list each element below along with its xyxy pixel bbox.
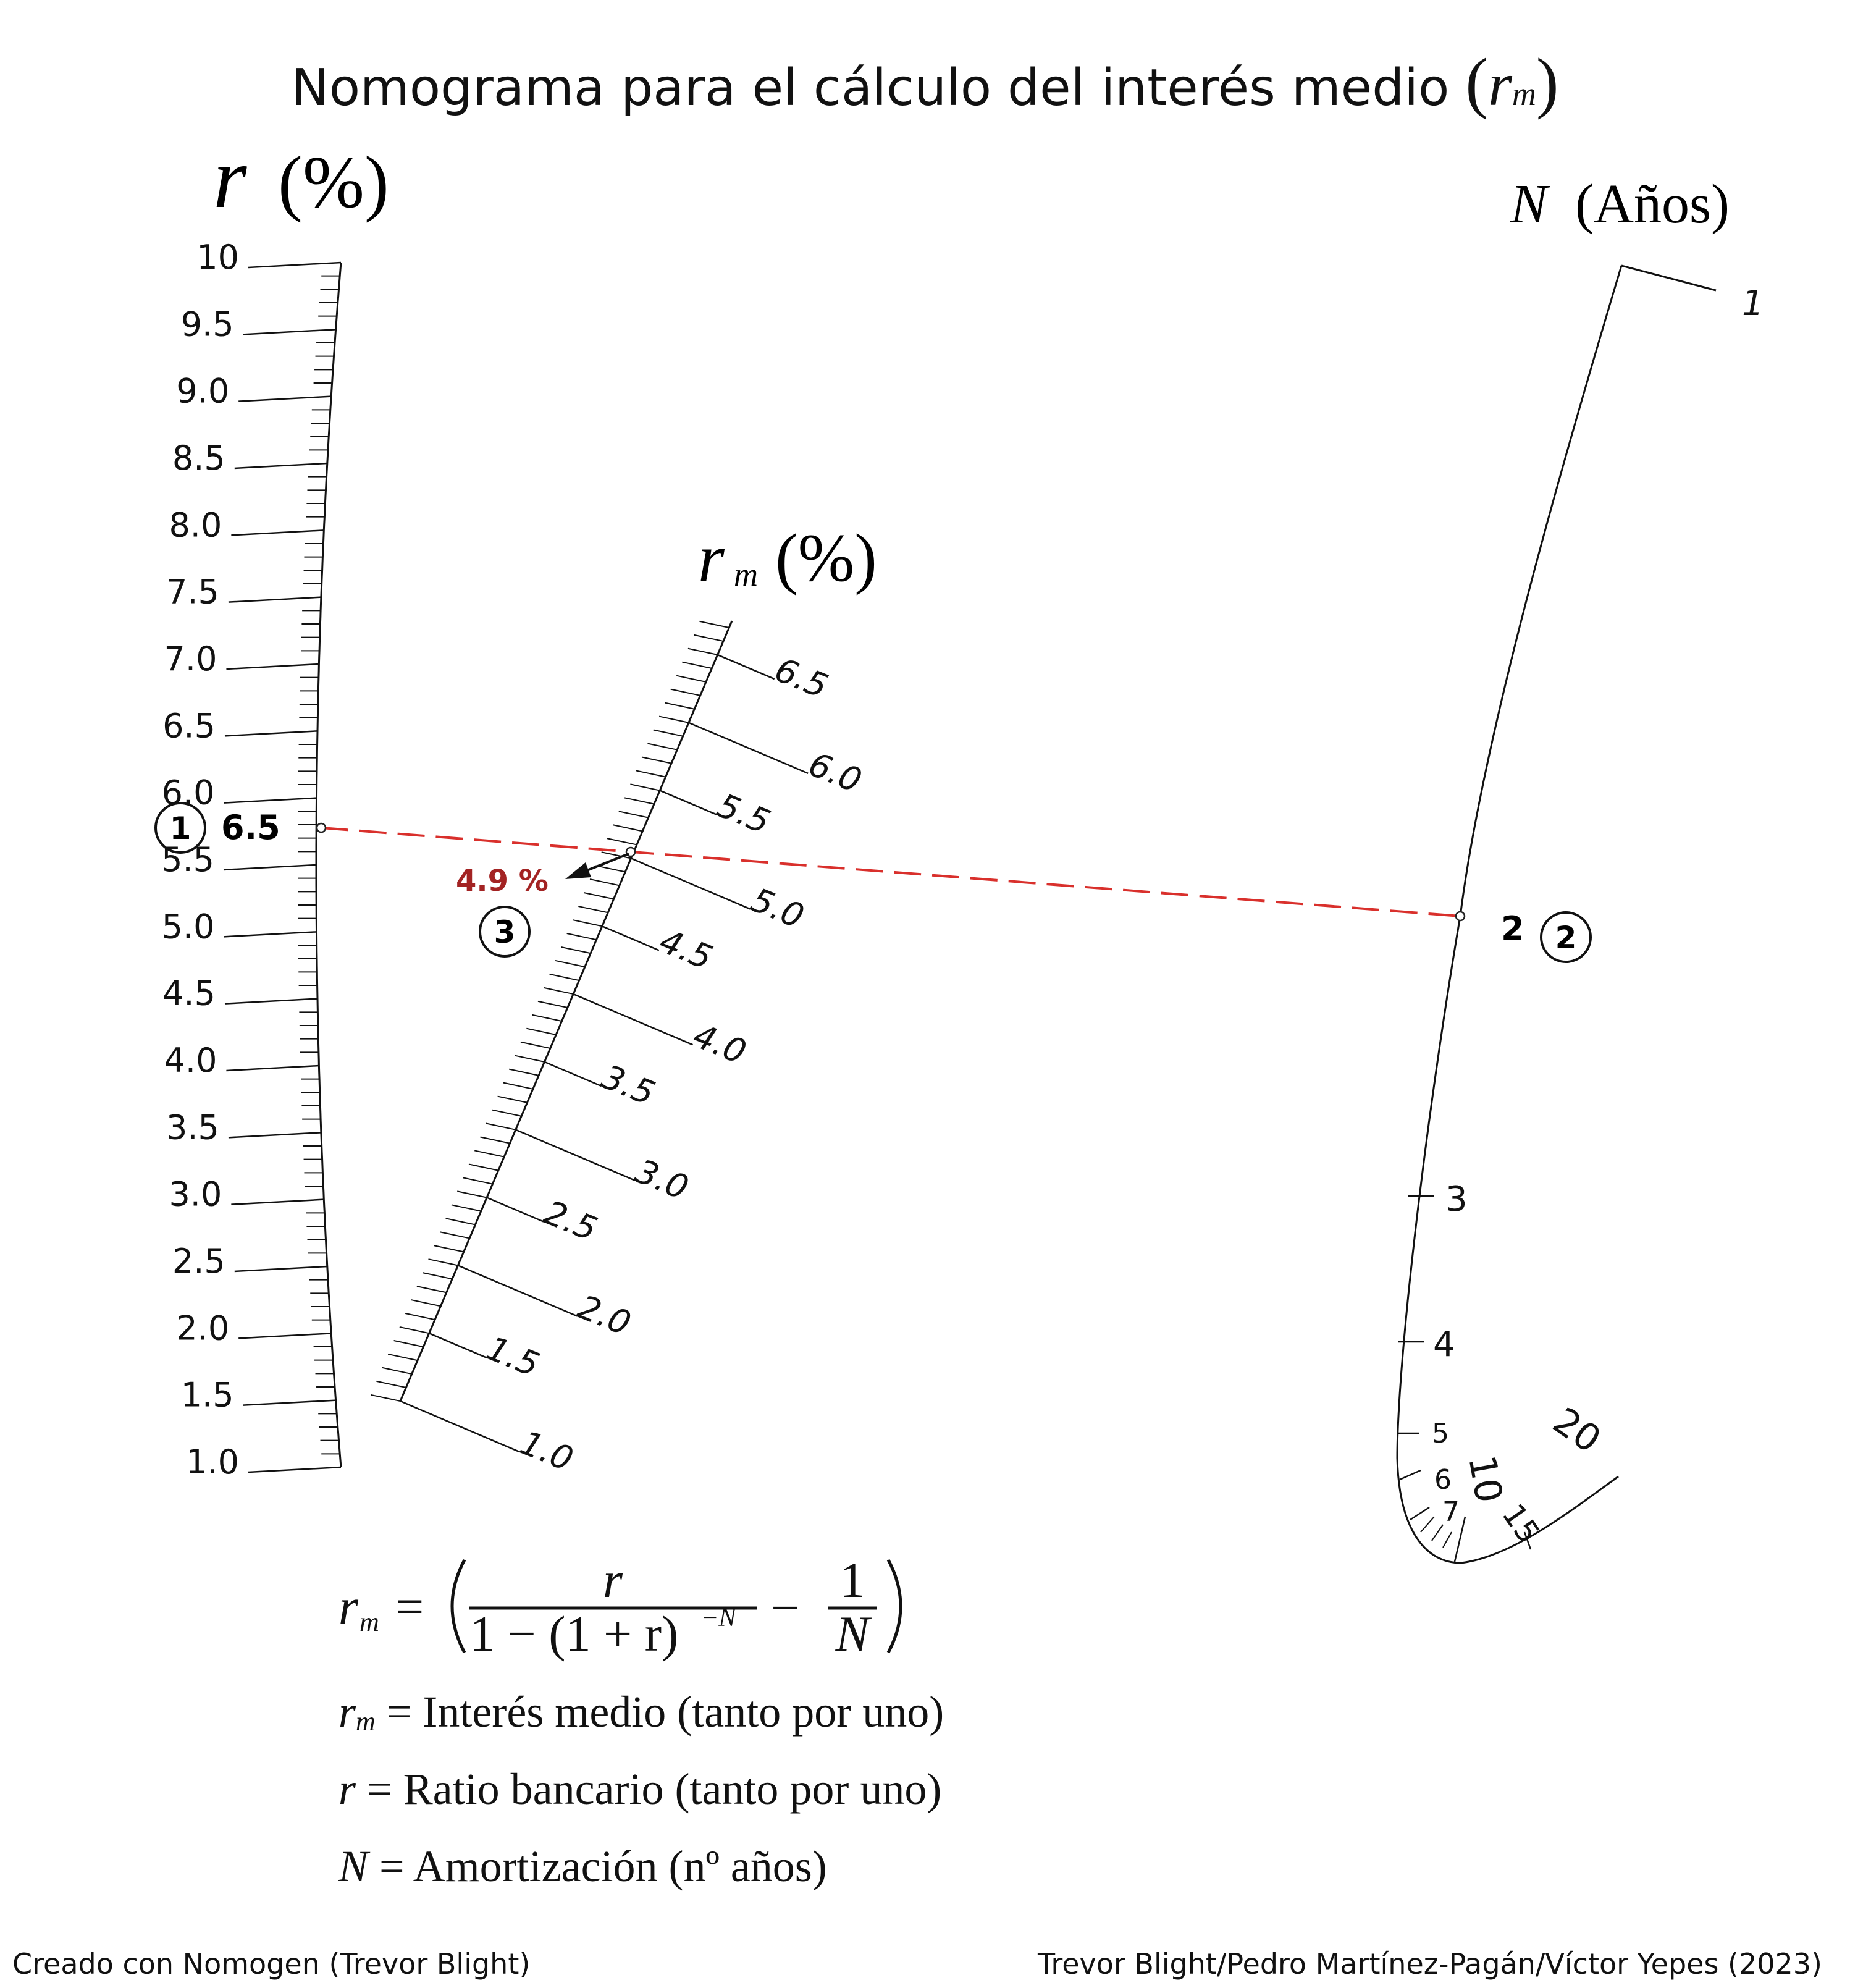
r-major-tick (225, 999, 317, 1004)
rm-minor-tick (561, 947, 591, 953)
n-minor-tick (1443, 1532, 1452, 1548)
rm-minor-tick (538, 1001, 568, 1008)
rm-minor-tick (481, 1137, 510, 1143)
rm-minor-tick (699, 621, 729, 628)
n-tick-label: 3 (1445, 1179, 1468, 1219)
rm-minor-tick (394, 1341, 424, 1347)
r-axis-symbol: r (213, 130, 247, 226)
rm-minor-tick (584, 893, 614, 899)
rm-tick-label: 6.5 (769, 650, 834, 706)
rm-minor-tick (452, 1205, 481, 1211)
r-tick-label: 5.5 (161, 840, 214, 879)
rm-major-tick (516, 1130, 635, 1181)
rm-minor-tick (463, 1177, 493, 1184)
n-value-label: 2 (1501, 909, 1524, 948)
r-major-tick (243, 329, 336, 334)
rm-scale (371, 621, 867, 1479)
rm-minor-tick (688, 649, 718, 655)
formula-minus: − (771, 1580, 800, 1636)
r-major-tick (226, 664, 319, 669)
rm-minor-tick (647, 743, 677, 749)
rm-minor-tick (382, 1368, 412, 1374)
r-tick-label: 8.0 (169, 505, 222, 545)
rm-axis-unit: (%) (775, 520, 877, 596)
rm-minor-tick (590, 879, 620, 885)
rm-minor-tick (371, 1395, 400, 1401)
rm-major-tick (487, 1198, 544, 1222)
title-symbol: r (1487, 50, 1512, 119)
r-point-marker (317, 823, 326, 832)
rm-minor-tick (578, 906, 608, 912)
r-major-tick (225, 731, 317, 736)
rm-major-tick (689, 723, 808, 773)
r-tick-label: 9.0 (176, 371, 230, 411)
formula-numerator: r (603, 1552, 623, 1608)
title-close-paren: ) (1536, 44, 1559, 120)
rm-minor-tick (526, 1029, 556, 1035)
n-minor-tick (1421, 1517, 1434, 1532)
n-tick (1410, 1507, 1429, 1520)
r-value-label: 6.5 (221, 808, 280, 847)
step-3-number: 3 (494, 914, 516, 950)
r-tick-label: 4.0 (164, 1041, 217, 1080)
r-major-tick (229, 1132, 321, 1137)
rm-tick-label: 5.0 (745, 880, 810, 937)
legend-text: = Amortización (nº años) (379, 1842, 827, 1891)
rm-minor-tick (474, 1150, 504, 1156)
rm-minor-tick (619, 811, 649, 817)
n-axis-symbol: N (1510, 174, 1548, 235)
rm-minor-tick (567, 933, 597, 940)
r-major-tick (238, 397, 331, 402)
result-value: 4.9 % (456, 864, 549, 898)
r-tick-label: 2.5 (172, 1242, 225, 1281)
formula-frac2-denominator: N (835, 1606, 870, 1662)
rm-major-tick (458, 1265, 577, 1316)
r-major-tick (231, 530, 324, 535)
formula-frac2-numerator: 1 (839, 1552, 865, 1608)
rm-minor-tick (550, 974, 579, 980)
legend-row-rm (338, 1687, 944, 1738)
r-tick-label: 7.0 (164, 639, 217, 678)
rm-axis-symbol-sub: m (734, 556, 758, 593)
r-major-tick (238, 1333, 331, 1338)
title-symbol-sub: m (1512, 75, 1536, 112)
rm-minor-tick (486, 1124, 516, 1130)
formula-left-paren (452, 1560, 465, 1653)
footer-left: Creado con Nomogen (Trevor Blight) (12, 1947, 531, 1981)
rm-major-tick (660, 791, 717, 815)
r-scale (161, 238, 341, 1481)
result-arrow-shaft (584, 854, 629, 872)
n-tick-label: 10 (1460, 1452, 1511, 1506)
formula-equals: = (395, 1578, 424, 1635)
rm-minor-tick (573, 920, 602, 926)
result-arrow-head (565, 862, 591, 879)
rm-minor-tick (624, 798, 654, 804)
rm-tick-label: 3.5 (596, 1057, 660, 1113)
rm-minor-tick (440, 1232, 469, 1238)
r-axis-line (316, 263, 341, 1467)
rm-tick-label: 3.0 (630, 1152, 694, 1208)
r-major-tick (235, 463, 327, 468)
rm-minor-tick (376, 1381, 406, 1388)
rm-minor-tick (405, 1313, 435, 1320)
r-major-tick (224, 932, 316, 937)
legend-symbol: r (338, 1687, 356, 1737)
r-major-tick (248, 1467, 341, 1472)
r-major-tick (226, 1066, 319, 1071)
rm-minor-tick (434, 1245, 464, 1252)
rm-major-tick (631, 858, 751, 909)
r-major-tick (231, 1200, 324, 1205)
rm-minor-tick (503, 1083, 533, 1089)
r-axis-heading (213, 130, 389, 226)
rm-tick-label: 1.0 (515, 1423, 579, 1479)
n-minor-tick (1432, 1525, 1443, 1541)
rm-minor-tick (498, 1097, 528, 1103)
title-text: Nomograma para el cálculo del interés medio (291, 59, 1450, 117)
rm-minor-tick (515, 1056, 545, 1062)
r-tick-label: 6.0 (161, 773, 215, 812)
rm-minor-tick (676, 676, 706, 682)
rm-minor-tick (492, 1110, 521, 1116)
n-tick-label: 6 (1434, 1464, 1452, 1496)
rm-tick-label: 2.5 (539, 1192, 603, 1249)
r-tick-label: 3.5 (166, 1108, 219, 1147)
rm-minor-tick (532, 1015, 562, 1021)
rm-minor-tick (457, 1191, 487, 1197)
rm-minor-tick (671, 689, 700, 696)
rm-minor-tick (400, 1327, 429, 1333)
rm-minor-tick (659, 717, 689, 723)
rm-tick-label: 6.0 (803, 744, 867, 801)
rm-tick-label: 4.5 (654, 921, 718, 978)
r-tick-label: 1.0 (186, 1443, 239, 1481)
r-tick-label: 1.5 (180, 1375, 234, 1415)
legend-row-r (338, 1764, 941, 1815)
n-tick-label: 15 (1495, 1497, 1547, 1551)
rm-minor-tick (423, 1273, 452, 1279)
r-tick-label: 2.0 (176, 1308, 230, 1348)
n-tick-label: 5 (1432, 1418, 1449, 1449)
rm-minor-tick (665, 703, 694, 709)
rm-minor-tick (642, 757, 671, 763)
rm-minor-tick (630, 784, 660, 790)
formula-denominator: 1 − (1 + r) (469, 1606, 679, 1662)
r-major-tick (235, 1266, 327, 1271)
r-major-tick (229, 597, 321, 602)
rm-minor-tick (411, 1300, 441, 1306)
r-tick-label: 4.5 (162, 974, 216, 1013)
n-point-marker (1456, 912, 1465, 920)
legend-symbol: N (338, 1842, 369, 1891)
r-major-tick (224, 798, 316, 803)
legend-row-n (338, 1841, 827, 1892)
legend-symbol-sub: m (356, 1706, 376, 1737)
rm-major-tick (573, 994, 692, 1045)
step-2-number: 2 (1555, 920, 1577, 956)
rm-axis-heading (698, 520, 877, 596)
r-tick-label: 10 (196, 238, 239, 277)
rm-tick-label: 5.5 (712, 785, 776, 842)
rm-minor-tick (607, 838, 637, 844)
rm-minor-tick (417, 1286, 447, 1292)
rm-major-tick (718, 655, 775, 679)
rm-minor-tick (544, 988, 573, 994)
rm-minor-tick (636, 770, 666, 777)
n-tick-label: 4 (1433, 1325, 1455, 1365)
legend-symbol: r (338, 1764, 356, 1814)
step-1-number: 1 (169, 811, 191, 846)
n-tick (1400, 1470, 1421, 1480)
rm-tick-label: 2.0 (572, 1287, 637, 1344)
rm-minor-tick (509, 1069, 539, 1076)
rm-minor-tick (654, 730, 683, 736)
r-major-tick (248, 263, 341, 267)
rm-major-tick (429, 1333, 486, 1357)
formula (338, 1552, 901, 1662)
rm-minor-tick (595, 866, 625, 872)
title-open-paren: ( (1465, 44, 1488, 120)
rm-tick-label: 4.0 (687, 1016, 752, 1072)
rm-minor-tick (682, 662, 712, 668)
r-major-tick (224, 865, 316, 870)
rm-minor-tick (469, 1164, 498, 1170)
rm-minor-tick (446, 1218, 476, 1224)
formula-exponent: −N (701, 1604, 736, 1632)
r-tick-label: 6.5 (162, 706, 216, 746)
n-tick-label: 20 (1545, 1399, 1609, 1462)
footer-right: Trevor Blight/Pedro Martínez-Pagán/Víctor Yepes (2023) (1037, 1947, 1822, 1981)
formula-lhs-sub: m (359, 1607, 379, 1637)
n-tick-label: 7 (1442, 1496, 1460, 1528)
rm-minor-tick (521, 1042, 550, 1048)
rm-axis-line (400, 621, 732, 1401)
legend-text: = Ratio bancario (tanto por uno) (367, 1764, 942, 1814)
n-tick-label: 1 (1742, 284, 1764, 324)
rm-minor-tick (555, 961, 585, 967)
n-axis-unit: (Años) (1575, 174, 1730, 235)
r-tick-label: 3.0 (169, 1174, 222, 1214)
r-axis-unit: (%) (278, 141, 389, 223)
rm-minor-tick (388, 1354, 418, 1360)
formula-right-paren (888, 1560, 901, 1653)
r-tick-label: 5.0 (161, 907, 215, 946)
rm-minor-tick (613, 825, 642, 831)
r-tick-label: 7.5 (166, 572, 219, 612)
rm-minor-tick (694, 635, 723, 641)
rm-tick-label: 1.5 (481, 1328, 545, 1385)
r-tick-label: 8.5 (172, 439, 225, 478)
rm-axis-symbol: r (698, 520, 725, 596)
legend-text: = Interés medio (tanto por uno) (386, 1687, 944, 1737)
example-isopleth (156, 803, 1591, 962)
rm-major-tick (544, 1062, 601, 1086)
rm-minor-tick (429, 1259, 458, 1265)
n-axis-heading (1510, 174, 1730, 235)
formula-lhs: r (338, 1578, 358, 1635)
r-major-tick (243, 1400, 336, 1405)
rm-major-tick (400, 1401, 519, 1452)
r-tick-label: 9.5 (180, 305, 234, 344)
rm-major-tick (602, 926, 659, 950)
